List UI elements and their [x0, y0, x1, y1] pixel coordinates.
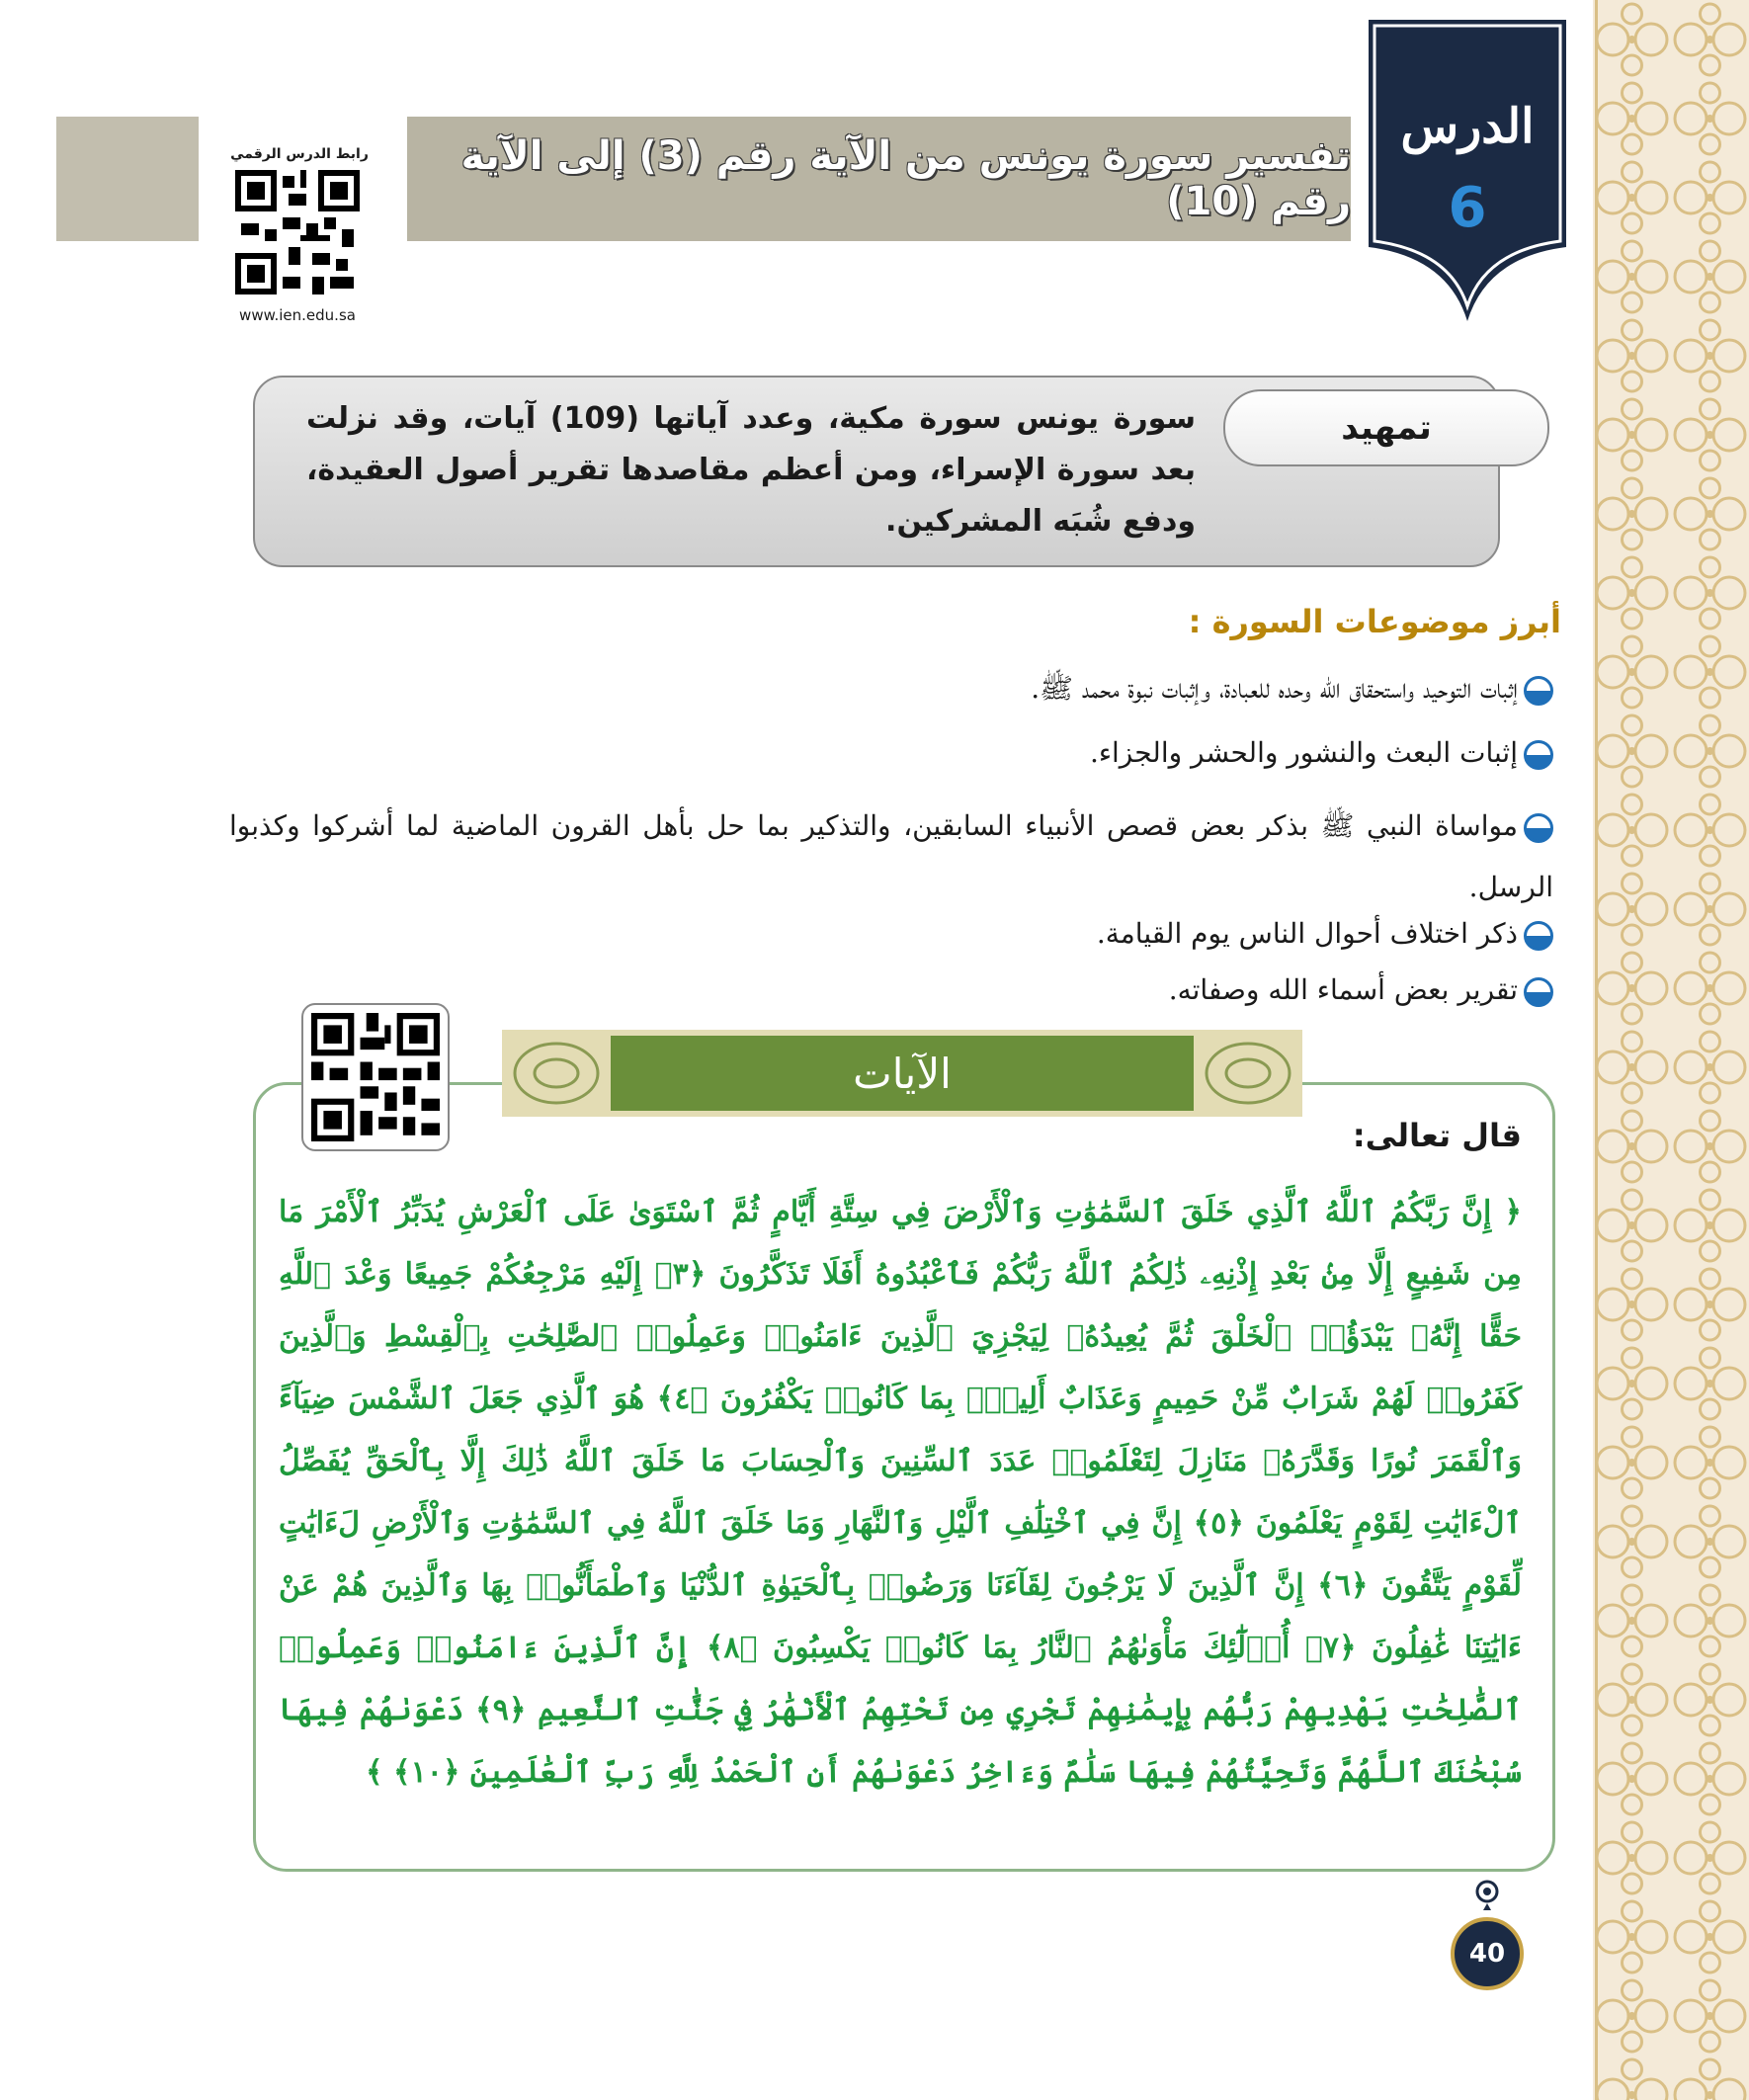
verses-intro: قال تعالى: — [1352, 1117, 1522, 1154]
ayat-title: الآيات — [853, 1049, 952, 1098]
digital-link-label: رابط الدرس الرقمي — [230, 146, 369, 162]
qr-code-icon[interactable] — [235, 170, 360, 294]
list-item: تقرير بعض أسماء الله وصفاته. — [229, 973, 1553, 1007]
topics-heading: أبرز موضوعات السورة : — [1188, 603, 1561, 640]
list-item: إثبات التوحيد واستحقاق الله وحده للعبادة، وإثبات نبوة محمد ﷺ. — [229, 672, 1553, 712]
list-item: إثبات البعث والنشور والحشر والجزاء. — [229, 736, 1553, 770]
digital-link-url[interactable]: www.ien.edu.sa — [239, 306, 356, 324]
bullet-icon — [1524, 977, 1553, 1007]
lesson-number: 6 — [1448, 176, 1487, 240]
quran-verses: ﴿ إِنَّ رَبَّكُمُ ٱللَّهُ ٱلَّذِي خَلَقَ ٱلسَّمَٰوَٰتِ وَٱلْأَرْضَ فِي سِتَّةِ أَيَّامٍ ثُمَّ ٱسْتَوَىٰ عَلَى ٱلْعَرْشِ يُدَبِّرُ ٱلْأَمْرَ مَا مِن شَفِيعٍ إِلَّا مِنۢ بَعْدِ إِذْنِهِۦ ذَٰلِكُمُ ٱللَّهُ رَبُّكُمْ فَٱعْبُدُوهُ أَفَلَا تَذَكَّرُونَ ﴿٣﴾ إِلَيْهِ مَرْجِعُكُمْ جَمِيعًا وَعْدَ ٱللَّهِ حَقًّا إِنَّهُۥ يَبْدَؤُا۟ ٱلْخَلْقَ ثُمَّ يُعِيدُهُۥ لِيَجْزِيَ ٱلَّذِينَ ءَامَنُوا۟ وَعَمِلُوا۟ ٱلصَّٰلِحَٰتِ بِٱلْقِسْطِ وَٱلَّذِينَ كَفَرُوا۟ لَهُمْ شَرَابٌ مِّنْ حَمِيمٍ وَعَذَابٌ أَلِيمٌۢ بِمَا كَانُوا۟ يَكْفُرُونَ ﴿٤﴾ هُوَ ٱلَّذِي جَعَلَ ٱلشَّمْسَ ضِيَآءً وَٱلْقَمَرَ نُورًا وَقَدَّرَهُۥ مَنَازِلَ لِتَعْلَمُوا۟ عَدَدَ ٱلسِّنِينَ وَٱلْحِسَابَ مَا خَلَقَ ٱللَّهُ ذَٰلِكَ إِلَّا بِٱلْحَقِّ يُفَصِّلُ ٱلْءَايَٰتِ لِقَوْمٍ يَعْلَمُونَ ﴿٥﴾ إِنَّ فِي ٱخْتِلَٰفِ ٱلَّيْلِ وَٱلنَّهَارِ وَمَا خَلَقَ ٱللَّهُ فِي ٱلسَّمَٰوَٰتِ وَٱلْأَرْضِ لَءَايَٰتٍ لِّقَوْمٍ يَتَّقُونَ ﴿٦﴾ إِنَّ ٱلَّذِينَ لَا يَرْجُونَ لِقَآءَنَا وَرَضُوا۟ بِٱلْحَيَوٰةِ ٱلدُّنْيَا وَٱطْمَأَنُّوا۟ بِهَا وَٱلَّذِينَ هُمْ عَنْ ءَايَٰتِنَا غَٰفِلُونَ ﴿٧﴾ أُو۟لَٰٓئِكَ مَأْوَىٰهُمُ ٱلنَّارُ بِمَا كَانُوا۟ يَكْسِبُونَ ﴿٨﴾ إِنَّ ٱلَّذِينَ ءَامَنُوا۟ وَعَمِلُوا۟ ٱلصَّٰلِحَٰتِ يَهْدِيهِمْ رَبُّهُم بِإِيمَٰنِهِمْ تَجْرِي مِن تَحْتِهِمُ ٱلْأَنْهَٰرُ فِي جَنَّٰتِ ٱلنَّعِيمِ ﴿٩﴾ دَعْوَىٰهُمْ فِيهَا سُبْحَٰنَكَ ٱللَّهُمَّ وَتَحِيَّتُهُمْ فِيهَا سَلَٰمٌ وَءَاخِرُ دَعْوَىٰهُمْ أَنِ ٱلْحَمْدُ لِلَّهِ رَبِّ ٱلْعَٰلَمِينَ ﴿١٠﴾ ﴾ — [279, 1195, 1523, 1790]
bullet-icon — [1524, 740, 1553, 770]
list-item: مواساة النبي ﷺ بذكر بعض قصص الأنبياء السابقين، والتذكير بما حل بأهل القرون الماضية لما أشركوا وكذبوا الرسل. — [229, 809, 1553, 903]
qr-code-verses[interactable] — [301, 1003, 450, 1151]
page-ornament-icon — [1472, 1878, 1502, 1911]
list-item: ذكر اختلاف أحوال الناس يوم القيامة. — [229, 917, 1553, 951]
qr-code-icon — [311, 1013, 440, 1141]
bullet-icon — [1524, 676, 1553, 706]
bullet-icon — [1524, 921, 1553, 951]
lesson-word: الدرس — [1400, 99, 1535, 154]
page-number: 40 — [1451, 1917, 1524, 1990]
lesson-badge — [1369, 20, 1566, 326]
intro-label: تمهيد — [1223, 389, 1549, 466]
ornamental-border — [1593, 0, 1749, 2100]
lesson-title: تفسير سورة يونس من الآية رقم (3) إلى الآية رقم (10) — [460, 133, 1351, 224]
bullet-icon — [1524, 813, 1553, 843]
decorative-block — [56, 117, 199, 241]
intro-text: سورة يونس سورة مكية، وعدد آياتها (109) آيات، وقد نزلت بعد سورة الإسراء، ومن أعظم مقاصدها تقرير أصول العقيدة، ودفع شُبَه المشركين. — [306, 401, 1196, 539]
